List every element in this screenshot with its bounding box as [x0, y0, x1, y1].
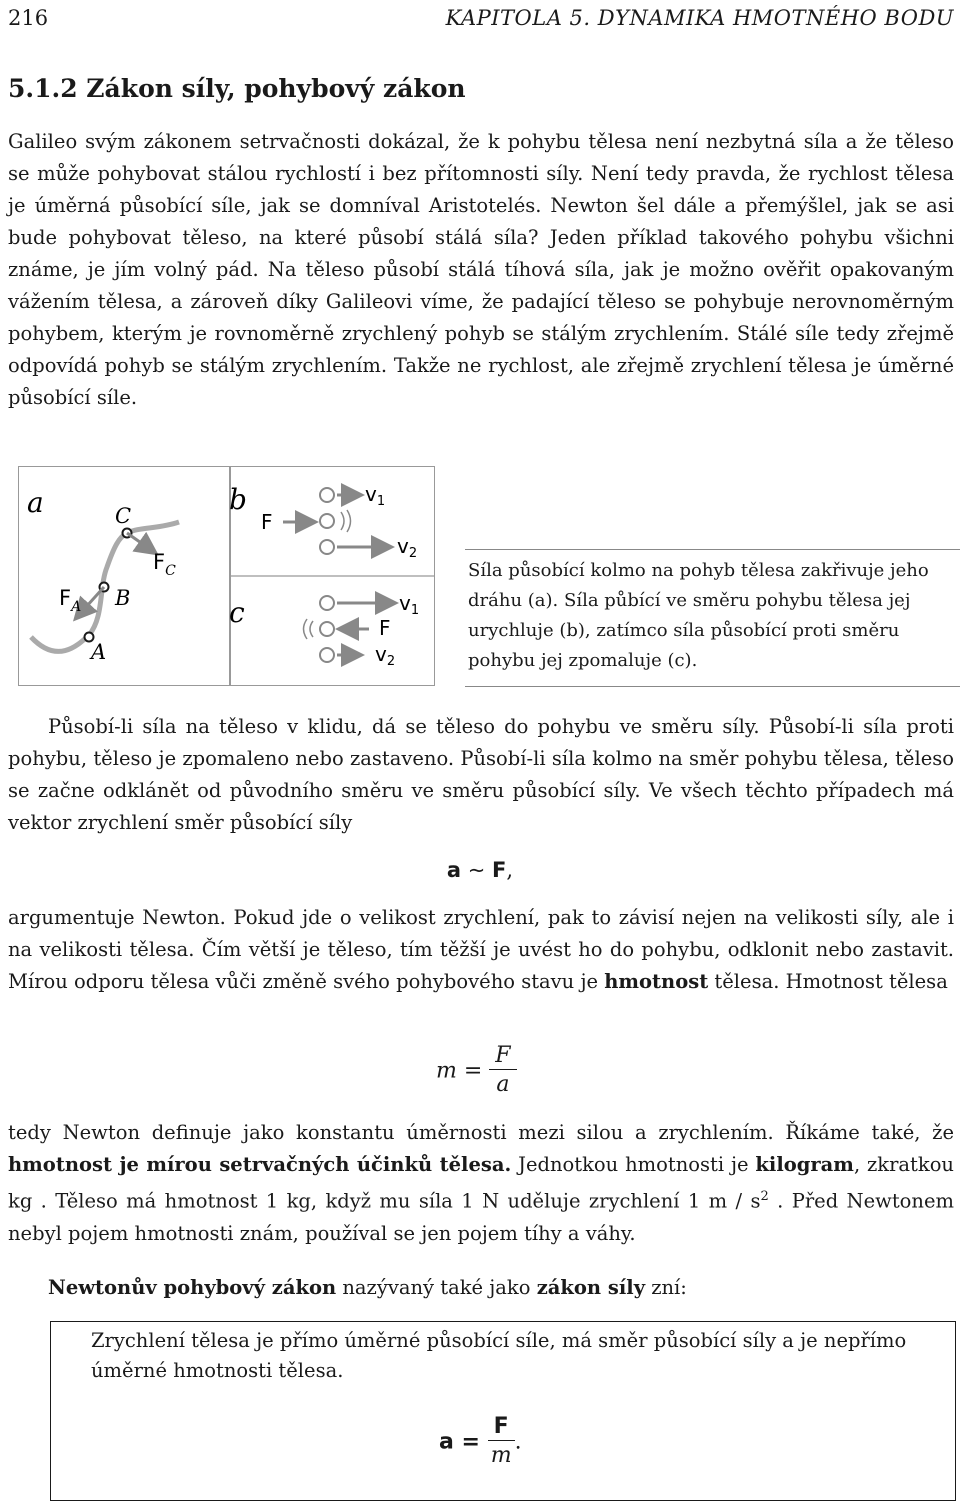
figure-panel-a [18, 466, 230, 686]
law-box-equation [439, 1414, 522, 1471]
equation-proportional [0, 858, 960, 882]
label-F-c: F [379, 616, 391, 640]
law-box [50, 1321, 956, 1501]
label-F-b: F [261, 510, 273, 534]
law-eq-fraction [488, 1414, 515, 1471]
text-run: Jednotkou hmotnosti je [511, 1153, 756, 1176]
law-tail: zní: [645, 1276, 687, 1299]
paragraph-force-direction [8, 711, 954, 839]
paragraph-definition [8, 1117, 954, 1250]
law-box-text: Zrychlení tělesa je přímo úměrné působící síle, má směr působící síly a je nepřímo úměrné hmotnosti tělesa. [91, 1329, 907, 1382]
label-v2-c-main: v [375, 642, 387, 666]
label-FA [59, 586, 81, 615]
eq-op: ∼ [461, 858, 493, 882]
caption-rule-bottom [465, 686, 960, 687]
law-eq-num: F [488, 1414, 515, 1441]
label-A: A [91, 640, 107, 664]
law-eq-den: m [490, 1443, 512, 1468]
label-v2-c-sub: 2 [386, 654, 396, 669]
paragraph-text: Působí-li síla na těleso v klidu, dá se těleso do pohybu ve směru síly. Působí-li síla proti pohybu, těleso je zpomaleno nebo zastaveno. Působí-li síla kolmo na směr pohybu tělesa, těleso se začne odklánět od původního směru ve směru působící síly. Ve všech těchto případech má vektor zrychlení směr působící síly [8, 715, 954, 834]
linear-motion-diagram [231, 467, 434, 685]
ball-c-3 [320, 648, 334, 662]
term-hmotnost: hmotnost [604, 970, 709, 993]
caption-rule-top [465, 549, 960, 550]
label-v2-b-sub: 2 [408, 546, 418, 561]
label-FC [153, 550, 176, 579]
paragraph-text: Galileo svým zákonem setrvačnosti dokázal, že k pohybu tělesa není nezbytná síla a že těleso se může pohybovat stálou rychlostí i bez přítomnosti síly. Není tedy pravda, že rychlost tělesa je úměrná působící síle, jak se domníval Aristotelés. Newton šel dále a přemýšlel, jak se asi bude pohybovat těleso, na které působí stálá síla? Jeden příklad takového pohybu všichni známe, je jím volný pád. Na těleso působí stálá tíhová síla, jak je možno ověřit opakovaným vážením tělesa, a zároveň díky Galileovi víme, že padající těleso se pohybuje nerovnoměrným pohybem, kterým je rovnoměrně zrychlený pohyb se stálým zrychlením. Stálé síle tedy zřejmě odpovídá pohyb se stálým zrychlením. Takže ne rychlost, ale zřejmě zrychlení tělesa je úměrné působící síle. [8, 130, 954, 409]
text-run: , zkratkou kg . Těleso má hmotnost 1 kg, když mu síla 1 N uděluje zrychlení 1 m / s [8, 1153, 954, 1213]
label-v1-c-main: v [399, 591, 411, 615]
section-heading: 5.1.2 Zákon síly, pohybový zákon [8, 74, 466, 103]
motion-lines-b [341, 510, 351, 532]
panel-c-label: c [229, 596, 245, 629]
text-run: . Před Newtonem nebyl pojem hmotnosti znám, používal se jen pojem tíhy a váhy. [8, 1189, 955, 1245]
page-number: 216 [8, 6, 49, 30]
ball-c-1 [320, 596, 334, 610]
eq-mass-num: F [489, 1043, 516, 1070]
ball-b-2 [320, 514, 334, 528]
label-v1-c [399, 591, 419, 618]
law-alias: zákon síly [536, 1276, 646, 1299]
label-FA-main: F [59, 586, 72, 610]
label-v2-b-main: v [397, 534, 409, 558]
equation-mass [436, 1043, 517, 1100]
ball-b-3 [320, 540, 334, 554]
label-FC-main: F [153, 550, 166, 574]
law-eq-lhs: a = [439, 1429, 488, 1455]
text-run: argumentuje Newton. Pokud jde o velikost zrychlení, pak to závisí nejen na velikosti síly, ale i na velikosti tělesa. Čím větší je těleso, tím těžší je uvést ho do pohybu, odklonit nebo zastavit. Mírou odporu tělesa vůči změně svého pohybového stavu je [8, 906, 954, 993]
label-FC-sub: C [165, 563, 176, 579]
label-v1-c-sub: 1 [410, 603, 420, 618]
label-B: B [115, 586, 131, 610]
label-v2-b [397, 534, 417, 561]
paragraph-intro [8, 126, 954, 414]
eq-lhs: a [446, 858, 462, 882]
paragraph-text [8, 902, 954, 998]
paragraph-text [8, 1117, 954, 1250]
label-v2-c [375, 642, 395, 669]
label-v1-b-main: v [365, 482, 377, 506]
motion-lines-c [304, 619, 314, 639]
text-run: tělesa. Hmotnost tělesa [708, 970, 948, 993]
figure-panel-bc [230, 466, 435, 686]
label-v1-b-sub: 1 [376, 494, 386, 509]
law-eq-tail: . [514, 1429, 522, 1455]
panel-b-label: b [229, 483, 247, 516]
force-arrow-C [127, 533, 154, 552]
chapter-title: KAPITOLA 5. DYNAMIKA HMOTNÉHO BODU [445, 6, 954, 30]
term-definition: hmotnost je mírou setrvačných účinků tělesa. [8, 1153, 512, 1176]
eq-rhs: F [492, 858, 507, 882]
label-C: C [115, 504, 132, 528]
law-name: Newtonův pohybový zákon [48, 1276, 337, 1299]
eq-mass-lhs: m = [436, 1058, 490, 1084]
ball-b-1 [320, 488, 334, 502]
label-v1-b [365, 482, 385, 509]
law-text: nazývaný také jako [336, 1276, 537, 1299]
page-header [8, 6, 954, 36]
label-FA-sub: A [71, 599, 82, 615]
law-intro [48, 1276, 687, 1299]
ball-c-2 [320, 622, 334, 636]
curved-path-diagram [19, 467, 229, 685]
paragraph-mass [8, 902, 954, 998]
text-run: tedy Newton definuje jako konstantu úměrnosti mezi silou a zrychlením. Říkáme také, že [8, 1121, 954, 1144]
superscript: 2 [760, 1189, 769, 1204]
eq-mass-fraction [489, 1043, 516, 1100]
eq-tail: , [506, 858, 514, 882]
eq-mass-den: a [496, 1072, 510, 1097]
panel-a-label: a [27, 486, 44, 519]
figure-caption: Síla působící kolmo na pohyb tělesa zakřivuje jeho dráhu (a). Síla půbící ve směru pohybu tělesa jej urychluje (b), zatímco síla působící proti směru pohybu jej zpomaluje (c). [468, 560, 929, 671]
term-kilogram: kilogram [755, 1153, 854, 1176]
